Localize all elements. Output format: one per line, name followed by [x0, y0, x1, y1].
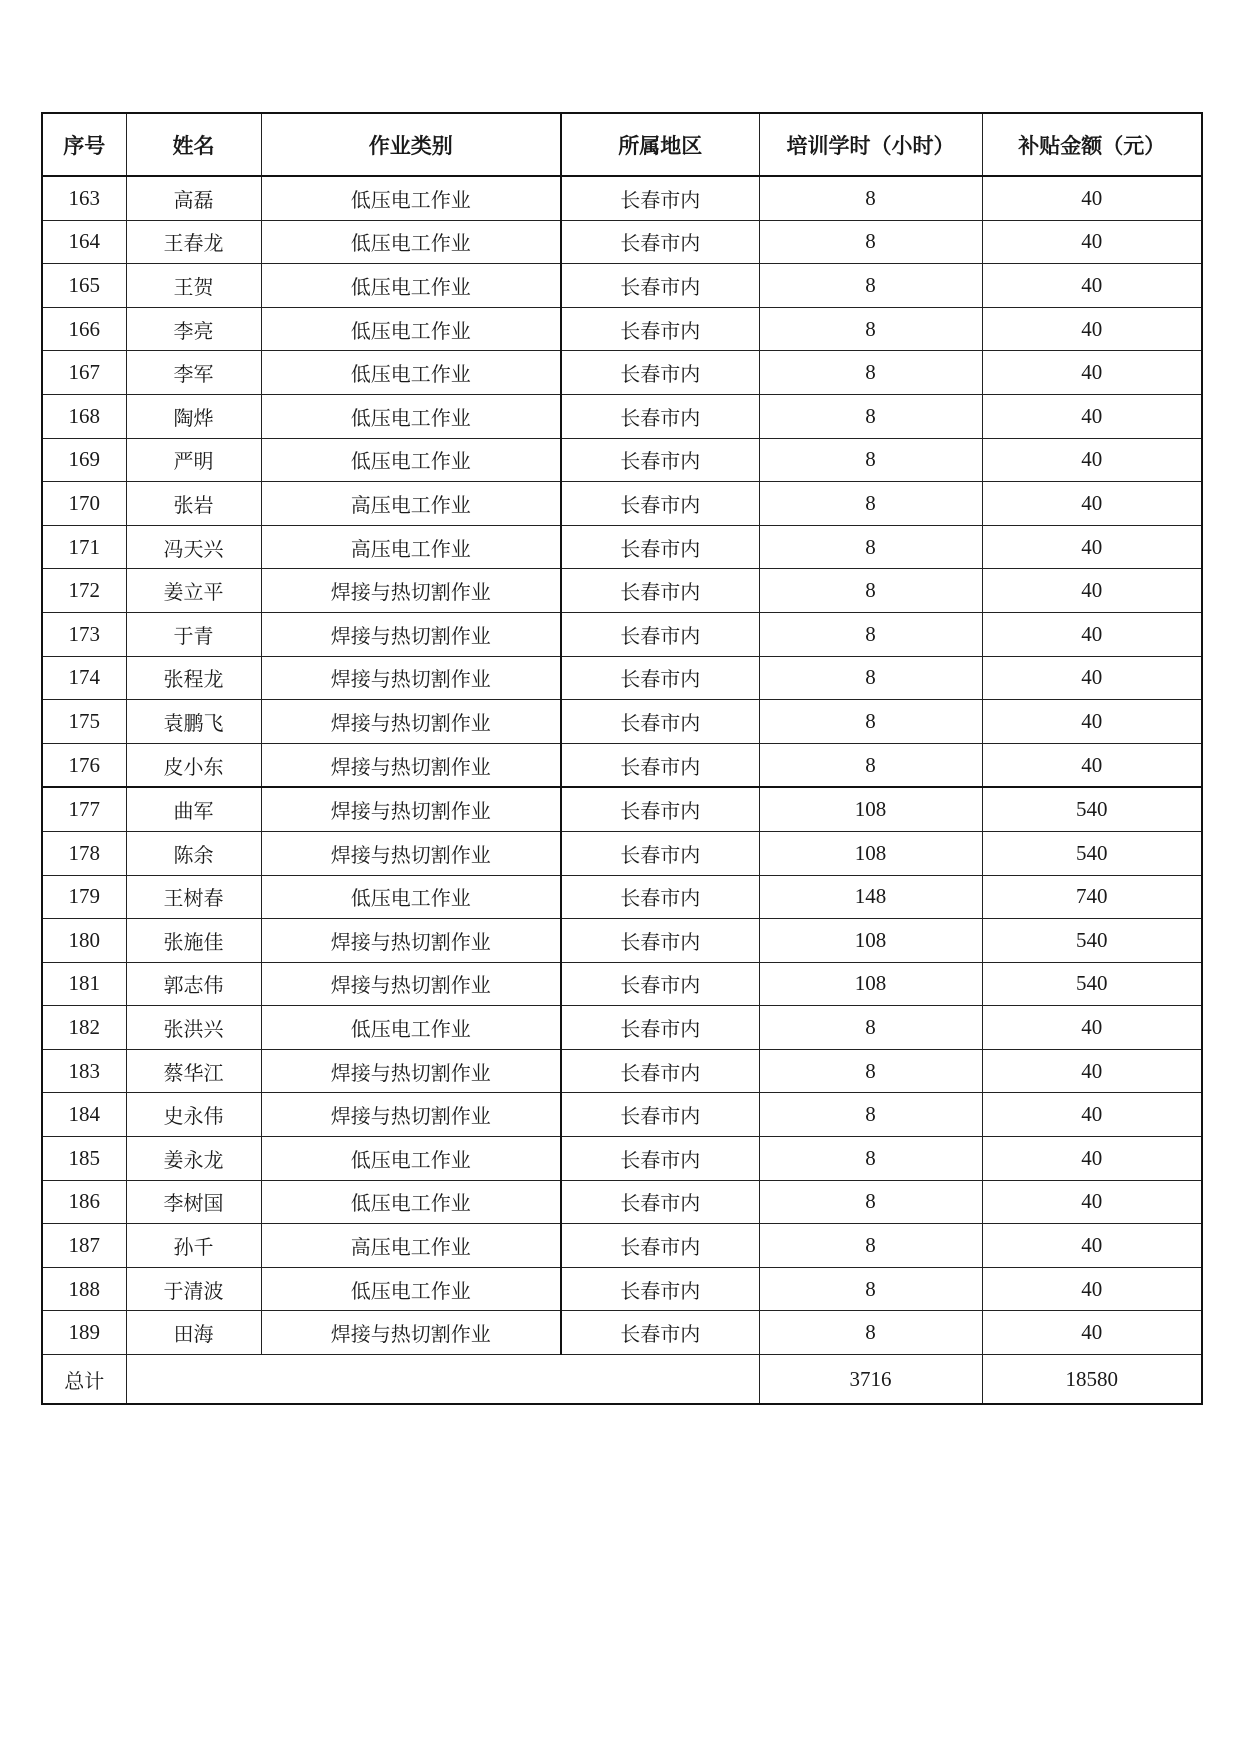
cell-region: 长春市内 — [561, 612, 759, 656]
cell-type: 低压电工作业 — [261, 875, 561, 919]
cell-amount: 40 — [982, 1180, 1202, 1224]
cell-type: 低压电工作业 — [261, 307, 561, 351]
cell-hours: 8 — [759, 1049, 982, 1093]
cell-region: 长春市内 — [561, 264, 759, 308]
cell-hours: 8 — [759, 176, 982, 220]
cell-name: 张洪兴 — [126, 1006, 261, 1050]
table-footer — [42, 1355, 1202, 1405]
cell-no: 188 — [42, 1267, 126, 1311]
cell-type: 焊接与热切割作业 — [261, 743, 561, 787]
cell-type: 焊接与热切割作业 — [261, 919, 561, 963]
cell-hours: 8 — [759, 1311, 982, 1355]
cell-region: 长春市内 — [561, 482, 759, 526]
table-row — [42, 1224, 1202, 1268]
total-amount: 18580 — [982, 1355, 1202, 1405]
cell-amount: 40 — [982, 1137, 1202, 1181]
cell-hours: 8 — [759, 264, 982, 308]
header-amount: 补贴金额（元） — [982, 113, 1202, 176]
header-hours: 培训学时（小时） — [759, 113, 982, 176]
cell-region: 长春市内 — [561, 569, 759, 613]
cell-name: 严明 — [126, 438, 261, 482]
cell-hours: 8 — [759, 656, 982, 700]
cell-name: 郭志伟 — [126, 962, 261, 1006]
cell-no: 179 — [42, 875, 126, 919]
cell-amount: 40 — [982, 612, 1202, 656]
cell-type: 低压电工作业 — [261, 1006, 561, 1050]
table-row — [42, 307, 1202, 351]
cell-hours: 8 — [759, 1267, 982, 1311]
cell-type: 焊接与热切割作业 — [261, 1093, 561, 1137]
table-row — [42, 1049, 1202, 1093]
cell-region: 长春市内 — [561, 176, 759, 220]
cell-type: 低压电工作业 — [261, 394, 561, 438]
cell-no: 185 — [42, 1137, 126, 1181]
cell-amount: 40 — [982, 1093, 1202, 1137]
cell-region: 长春市内 — [561, 1267, 759, 1311]
cell-hours: 8 — [759, 700, 982, 744]
cell-name: 姜永龙 — [126, 1137, 261, 1181]
cell-hours: 8 — [759, 525, 982, 569]
cell-name: 蔡华江 — [126, 1049, 261, 1093]
cell-no: 183 — [42, 1049, 126, 1093]
cell-no: 170 — [42, 482, 126, 526]
cell-no: 169 — [42, 438, 126, 482]
cell-name: 张程龙 — [126, 656, 261, 700]
cell-name: 陈余 — [126, 831, 261, 875]
cell-amount: 40 — [982, 1049, 1202, 1093]
cell-no: 182 — [42, 1006, 126, 1050]
total-blank-cell — [126, 1355, 759, 1405]
cell-no: 178 — [42, 831, 126, 875]
cell-region: 长春市内 — [561, 525, 759, 569]
cell-name: 孙千 — [126, 1224, 261, 1268]
cell-type: 焊接与热切割作业 — [261, 787, 561, 831]
table-row — [42, 482, 1202, 526]
cell-amount: 540 — [982, 962, 1202, 1006]
cell-region: 长春市内 — [561, 1137, 759, 1181]
cell-hours: 8 — [759, 438, 982, 482]
cell-region: 长春市内 — [561, 1049, 759, 1093]
cell-region: 长春市内 — [561, 351, 759, 395]
cell-name: 冯天兴 — [126, 525, 261, 569]
cell-no: 181 — [42, 962, 126, 1006]
cell-name: 张施佳 — [126, 919, 261, 963]
cell-region: 长春市内 — [561, 962, 759, 1006]
cell-no: 175 — [42, 700, 126, 744]
cell-region: 长春市内 — [561, 656, 759, 700]
cell-no: 186 — [42, 1180, 126, 1224]
cell-amount: 540 — [982, 919, 1202, 963]
cell-no: 165 — [42, 264, 126, 308]
cell-no: 168 — [42, 394, 126, 438]
cell-region: 长春市内 — [561, 220, 759, 264]
cell-hours: 8 — [759, 1137, 982, 1181]
cell-amount: 40 — [982, 1311, 1202, 1355]
cell-region: 长春市内 — [561, 1093, 759, 1137]
cell-type: 高压电工作业 — [261, 525, 561, 569]
cell-type: 焊接与热切割作业 — [261, 656, 561, 700]
cell-name: 李军 — [126, 351, 261, 395]
table-header — [42, 113, 1202, 176]
cell-amount: 40 — [982, 569, 1202, 613]
cell-amount: 40 — [982, 1224, 1202, 1268]
cell-type: 焊接与热切割作业 — [261, 831, 561, 875]
table-row — [42, 1006, 1202, 1050]
cell-name: 姜立平 — [126, 569, 261, 613]
cell-hours: 8 — [759, 394, 982, 438]
cell-no: 176 — [42, 743, 126, 787]
cell-region: 长春市内 — [561, 394, 759, 438]
cell-region: 长春市内 — [561, 307, 759, 351]
cell-no: 187 — [42, 1224, 126, 1268]
cell-no: 177 — [42, 787, 126, 831]
cell-hours: 8 — [759, 307, 982, 351]
cell-hours: 8 — [759, 612, 982, 656]
cell-type: 低压电工作业 — [261, 438, 561, 482]
table-row — [42, 962, 1202, 1006]
table-row — [42, 700, 1202, 744]
cell-amount: 40 — [982, 307, 1202, 351]
cell-hours: 8 — [759, 743, 982, 787]
cell-amount: 40 — [982, 1267, 1202, 1311]
cell-type: 低压电工作业 — [261, 1180, 561, 1224]
table-row — [42, 264, 1202, 308]
cell-hours: 8 — [759, 1224, 982, 1268]
table-row — [42, 875, 1202, 919]
cell-amount: 40 — [982, 176, 1202, 220]
cell-type: 低压电工作业 — [261, 220, 561, 264]
table-row — [42, 612, 1202, 656]
cell-hours: 108 — [759, 787, 982, 831]
cell-name: 高磊 — [126, 176, 261, 220]
cell-amount: 40 — [982, 743, 1202, 787]
cell-region: 长春市内 — [561, 831, 759, 875]
table-row — [42, 743, 1202, 787]
cell-amount: 40 — [982, 394, 1202, 438]
cell-no: 173 — [42, 612, 126, 656]
cell-no: 172 — [42, 569, 126, 613]
cell-name: 于清波 — [126, 1267, 261, 1311]
cell-type: 焊接与热切割作业 — [261, 569, 561, 613]
cell-type: 低压电工作业 — [261, 1267, 561, 1311]
cell-type: 焊接与热切割作业 — [261, 1311, 561, 1355]
cell-type: 焊接与热切割作业 — [261, 962, 561, 1006]
total-row — [42, 1355, 1202, 1405]
cell-no: 164 — [42, 220, 126, 264]
cell-name: 田海 — [126, 1311, 261, 1355]
cell-no: 167 — [42, 351, 126, 395]
header-row — [42, 113, 1202, 176]
cell-region: 长春市内 — [561, 787, 759, 831]
cell-name: 王树春 — [126, 875, 261, 919]
cell-type: 低压电工作业 — [261, 351, 561, 395]
cell-amount: 540 — [982, 831, 1202, 875]
cell-name: 于青 — [126, 612, 261, 656]
cell-name: 陶烨 — [126, 394, 261, 438]
cell-no: 171 — [42, 525, 126, 569]
cell-amount: 740 — [982, 875, 1202, 919]
table-row — [42, 525, 1202, 569]
cell-type: 高压电工作业 — [261, 482, 561, 526]
cell-hours: 108 — [759, 962, 982, 1006]
cell-region: 长春市内 — [561, 1311, 759, 1355]
training-subsidy-table — [41, 112, 1203, 1405]
cell-amount: 540 — [982, 787, 1202, 831]
cell-region: 长春市内 — [561, 1224, 759, 1268]
table-row — [42, 1311, 1202, 1355]
cell-hours: 8 — [759, 1006, 982, 1050]
subsidy-table-sheet — [41, 112, 1201, 1405]
table-row — [42, 1137, 1202, 1181]
total-label: 总计 — [42, 1355, 126, 1405]
cell-amount: 40 — [982, 351, 1202, 395]
table-body — [42, 176, 1202, 1355]
table-row — [42, 176, 1202, 220]
cell-region: 长春市内 — [561, 1006, 759, 1050]
cell-name: 皮小东 — [126, 743, 261, 787]
cell-name: 王贺 — [126, 264, 261, 308]
cell-region: 长春市内 — [561, 1180, 759, 1224]
table-row — [42, 831, 1202, 875]
cell-name: 张岩 — [126, 482, 261, 526]
cell-hours: 8 — [759, 569, 982, 613]
table-row — [42, 394, 1202, 438]
cell-region: 长春市内 — [561, 438, 759, 482]
cell-no: 189 — [42, 1311, 126, 1355]
cell-type: 焊接与热切割作业 — [261, 612, 561, 656]
cell-amount: 40 — [982, 700, 1202, 744]
cell-region: 长春市内 — [561, 919, 759, 963]
cell-hours: 8 — [759, 351, 982, 395]
cell-type: 焊接与热切割作业 — [261, 1049, 561, 1093]
cell-type: 低压电工作业 — [261, 176, 561, 220]
table-row — [42, 438, 1202, 482]
cell-amount: 40 — [982, 438, 1202, 482]
cell-no: 184 — [42, 1093, 126, 1137]
cell-hours: 8 — [759, 482, 982, 526]
cell-no: 166 — [42, 307, 126, 351]
cell-region: 长春市内 — [561, 700, 759, 744]
total-hours: 3716 — [759, 1355, 982, 1405]
table-row — [42, 1093, 1202, 1137]
header-name: 姓名 — [126, 113, 261, 176]
cell-type: 低压电工作业 — [261, 1137, 561, 1181]
cell-amount: 40 — [982, 220, 1202, 264]
cell-name: 王春龙 — [126, 220, 261, 264]
table-row — [42, 787, 1202, 831]
cell-region: 长春市内 — [561, 743, 759, 787]
cell-no: 163 — [42, 176, 126, 220]
cell-amount: 40 — [982, 264, 1202, 308]
cell-name: 曲军 — [126, 787, 261, 831]
table-row — [42, 569, 1202, 613]
cell-no: 180 — [42, 919, 126, 963]
cell-name: 袁鹏飞 — [126, 700, 261, 744]
cell-amount: 40 — [982, 482, 1202, 526]
header-type: 作业类别 — [261, 113, 561, 176]
cell-hours: 8 — [759, 220, 982, 264]
table-row — [42, 220, 1202, 264]
cell-type: 低压电工作业 — [261, 264, 561, 308]
cell-name: 李亮 — [126, 307, 261, 351]
cell-no: 174 — [42, 656, 126, 700]
header-region: 所属地区 — [561, 113, 759, 176]
cell-amount: 40 — [982, 525, 1202, 569]
cell-hours: 108 — [759, 919, 982, 963]
table-row — [42, 1180, 1202, 1224]
cell-hours: 148 — [759, 875, 982, 919]
header-no: 序号 — [42, 113, 126, 176]
cell-type: 高压电工作业 — [261, 1224, 561, 1268]
table-row — [42, 1267, 1202, 1311]
cell-name: 史永伟 — [126, 1093, 261, 1137]
cell-amount: 40 — [982, 656, 1202, 700]
cell-hours: 108 — [759, 831, 982, 875]
cell-amount: 40 — [982, 1006, 1202, 1050]
cell-name: 李树国 — [126, 1180, 261, 1224]
cell-hours: 8 — [759, 1180, 982, 1224]
table-row — [42, 351, 1202, 395]
cell-hours: 8 — [759, 1093, 982, 1137]
table-row — [42, 656, 1202, 700]
cell-region: 长春市内 — [561, 875, 759, 919]
table-row — [42, 919, 1202, 963]
cell-type: 焊接与热切割作业 — [261, 700, 561, 744]
